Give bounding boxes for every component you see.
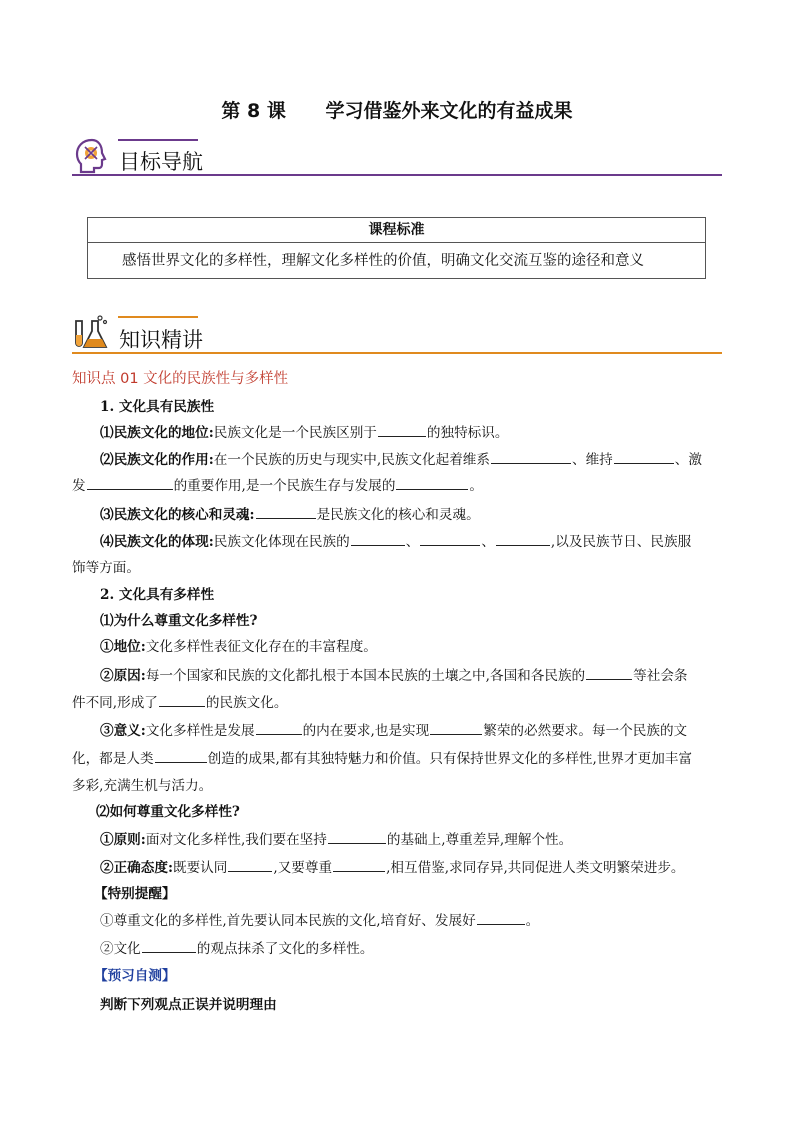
fill-blank[interactable] [351, 533, 405, 546]
text-line: ②文化 的观点抹杀了文化的多样性。 [100, 941, 374, 957]
fill-blank[interactable] [396, 477, 468, 490]
fill-blank[interactable] [586, 667, 632, 680]
section-overline [118, 316, 198, 318]
text-line: ②原因:每一个国家和民族的文化都扎根于本国本民族的土壤之中,各国和各民族的 等社会条 [100, 668, 688, 684]
fill-blank[interactable] [256, 722, 302, 735]
text-line: ①地位:文化多样性表征文化存在的丰富程度。 [100, 639, 377, 655]
section-overline [118, 139, 198, 141]
text-line: 件不同,形成了 的民族文化。 [72, 695, 288, 711]
fill-blank[interactable] [496, 533, 550, 546]
text-line: 多彩,充满生机与活力。 [72, 778, 213, 794]
heading-diversity: 2. 文化具有多样性 [100, 587, 215, 603]
fill-blank[interactable] [155, 750, 207, 763]
lesson-title: 第 8 课 学习借鉴外来文化的有益成果 [221, 100, 573, 122]
subheading-how: ⑵如何尊重文化多样性? [96, 804, 240, 820]
flask-icon [70, 313, 110, 353]
judge-instruction: 判断下列观点正误并说明理由 [100, 997, 277, 1013]
standard-body: 感悟世界文化的多样性，理解文化多样性的价值，明确文化交流互鉴的途径和意义 [122, 253, 644, 269]
fill-blank[interactable] [614, 451, 674, 464]
text-line: ⑶民族文化的核心和灵魂: 是民族文化的核心和灵魂。 [100, 507, 480, 523]
text-line: 发 的重要作用,是一个民族生存与发展的 。 [72, 478, 484, 494]
section-underline [72, 352, 722, 354]
text-line: ③意义:文化多样性是发展 的内在要求,也是实现 繁荣的必然要求。每一个民族的文 [100, 723, 688, 739]
fill-blank[interactable] [420, 533, 480, 546]
section-underline [72, 174, 722, 176]
text-line: ⑵民族文化的作用:在一个民族的历史与现实中,民族文化起着维系 、维持 、激 [100, 452, 702, 468]
fill-blank[interactable] [256, 506, 316, 519]
fill-blank[interactable] [87, 477, 173, 490]
special-reminder-heading: 【特别提醒】 [94, 886, 176, 902]
text-line: ⑴民族文化的地位:民族文化是一个民族区别于 的独特标识。 [100, 425, 509, 441]
text-line: 化，都是人类 创造的成果,都有其独特魅力和价值。只有保持世界文化的多样性,世界才更加丰富 [72, 751, 692, 767]
fill-blank[interactable] [159, 694, 205, 707]
section-title-knowledge: 知识精讲 [119, 328, 203, 352]
fill-blank[interactable] [228, 859, 272, 872]
fill-blank[interactable] [491, 451, 571, 464]
course-standard-table [87, 217, 706, 279]
fill-blank[interactable] [430, 722, 482, 735]
fill-blank[interactable] [328, 831, 386, 844]
text-line: ①原则:面对文化多样性,我们要在坚持 的基础上,尊重差异,理解个性。 [100, 832, 573, 848]
text-line: 饰等方面。 [72, 560, 140, 576]
preview-test-heading: 【预习自测】 [94, 968, 176, 984]
subheading-why: ⑴为什么尊重文化多样性? [100, 613, 258, 629]
heading-ethnicity: 1. 文化具有民族性 [100, 399, 215, 415]
fill-blank[interactable] [477, 912, 525, 925]
brain-icon [72, 136, 112, 176]
text-line: ⑷民族文化的体现:民族文化体现在民族的 、 、 ,以及民族节日、民族服 [100, 534, 692, 550]
fill-blank[interactable] [378, 424, 426, 437]
knowledge-point-title: 知识点 01 文化的民族性与多样性 [72, 371, 289, 387]
text-line: ①尊重文化的多样性,首先要认同本民族的文化,培育好、发展好 。 [100, 913, 540, 929]
section-title-goals: 目标导航 [119, 150, 203, 174]
text-line: ②正确态度:既要认同 ,又要尊重 ,相互借鉴,求同存异,共同促进人类文明繁荣进步。 [100, 860, 685, 876]
standard-header: 课程标准 [88, 218, 705, 243]
fill-blank[interactable] [142, 940, 196, 953]
fill-blank[interactable] [333, 859, 385, 872]
